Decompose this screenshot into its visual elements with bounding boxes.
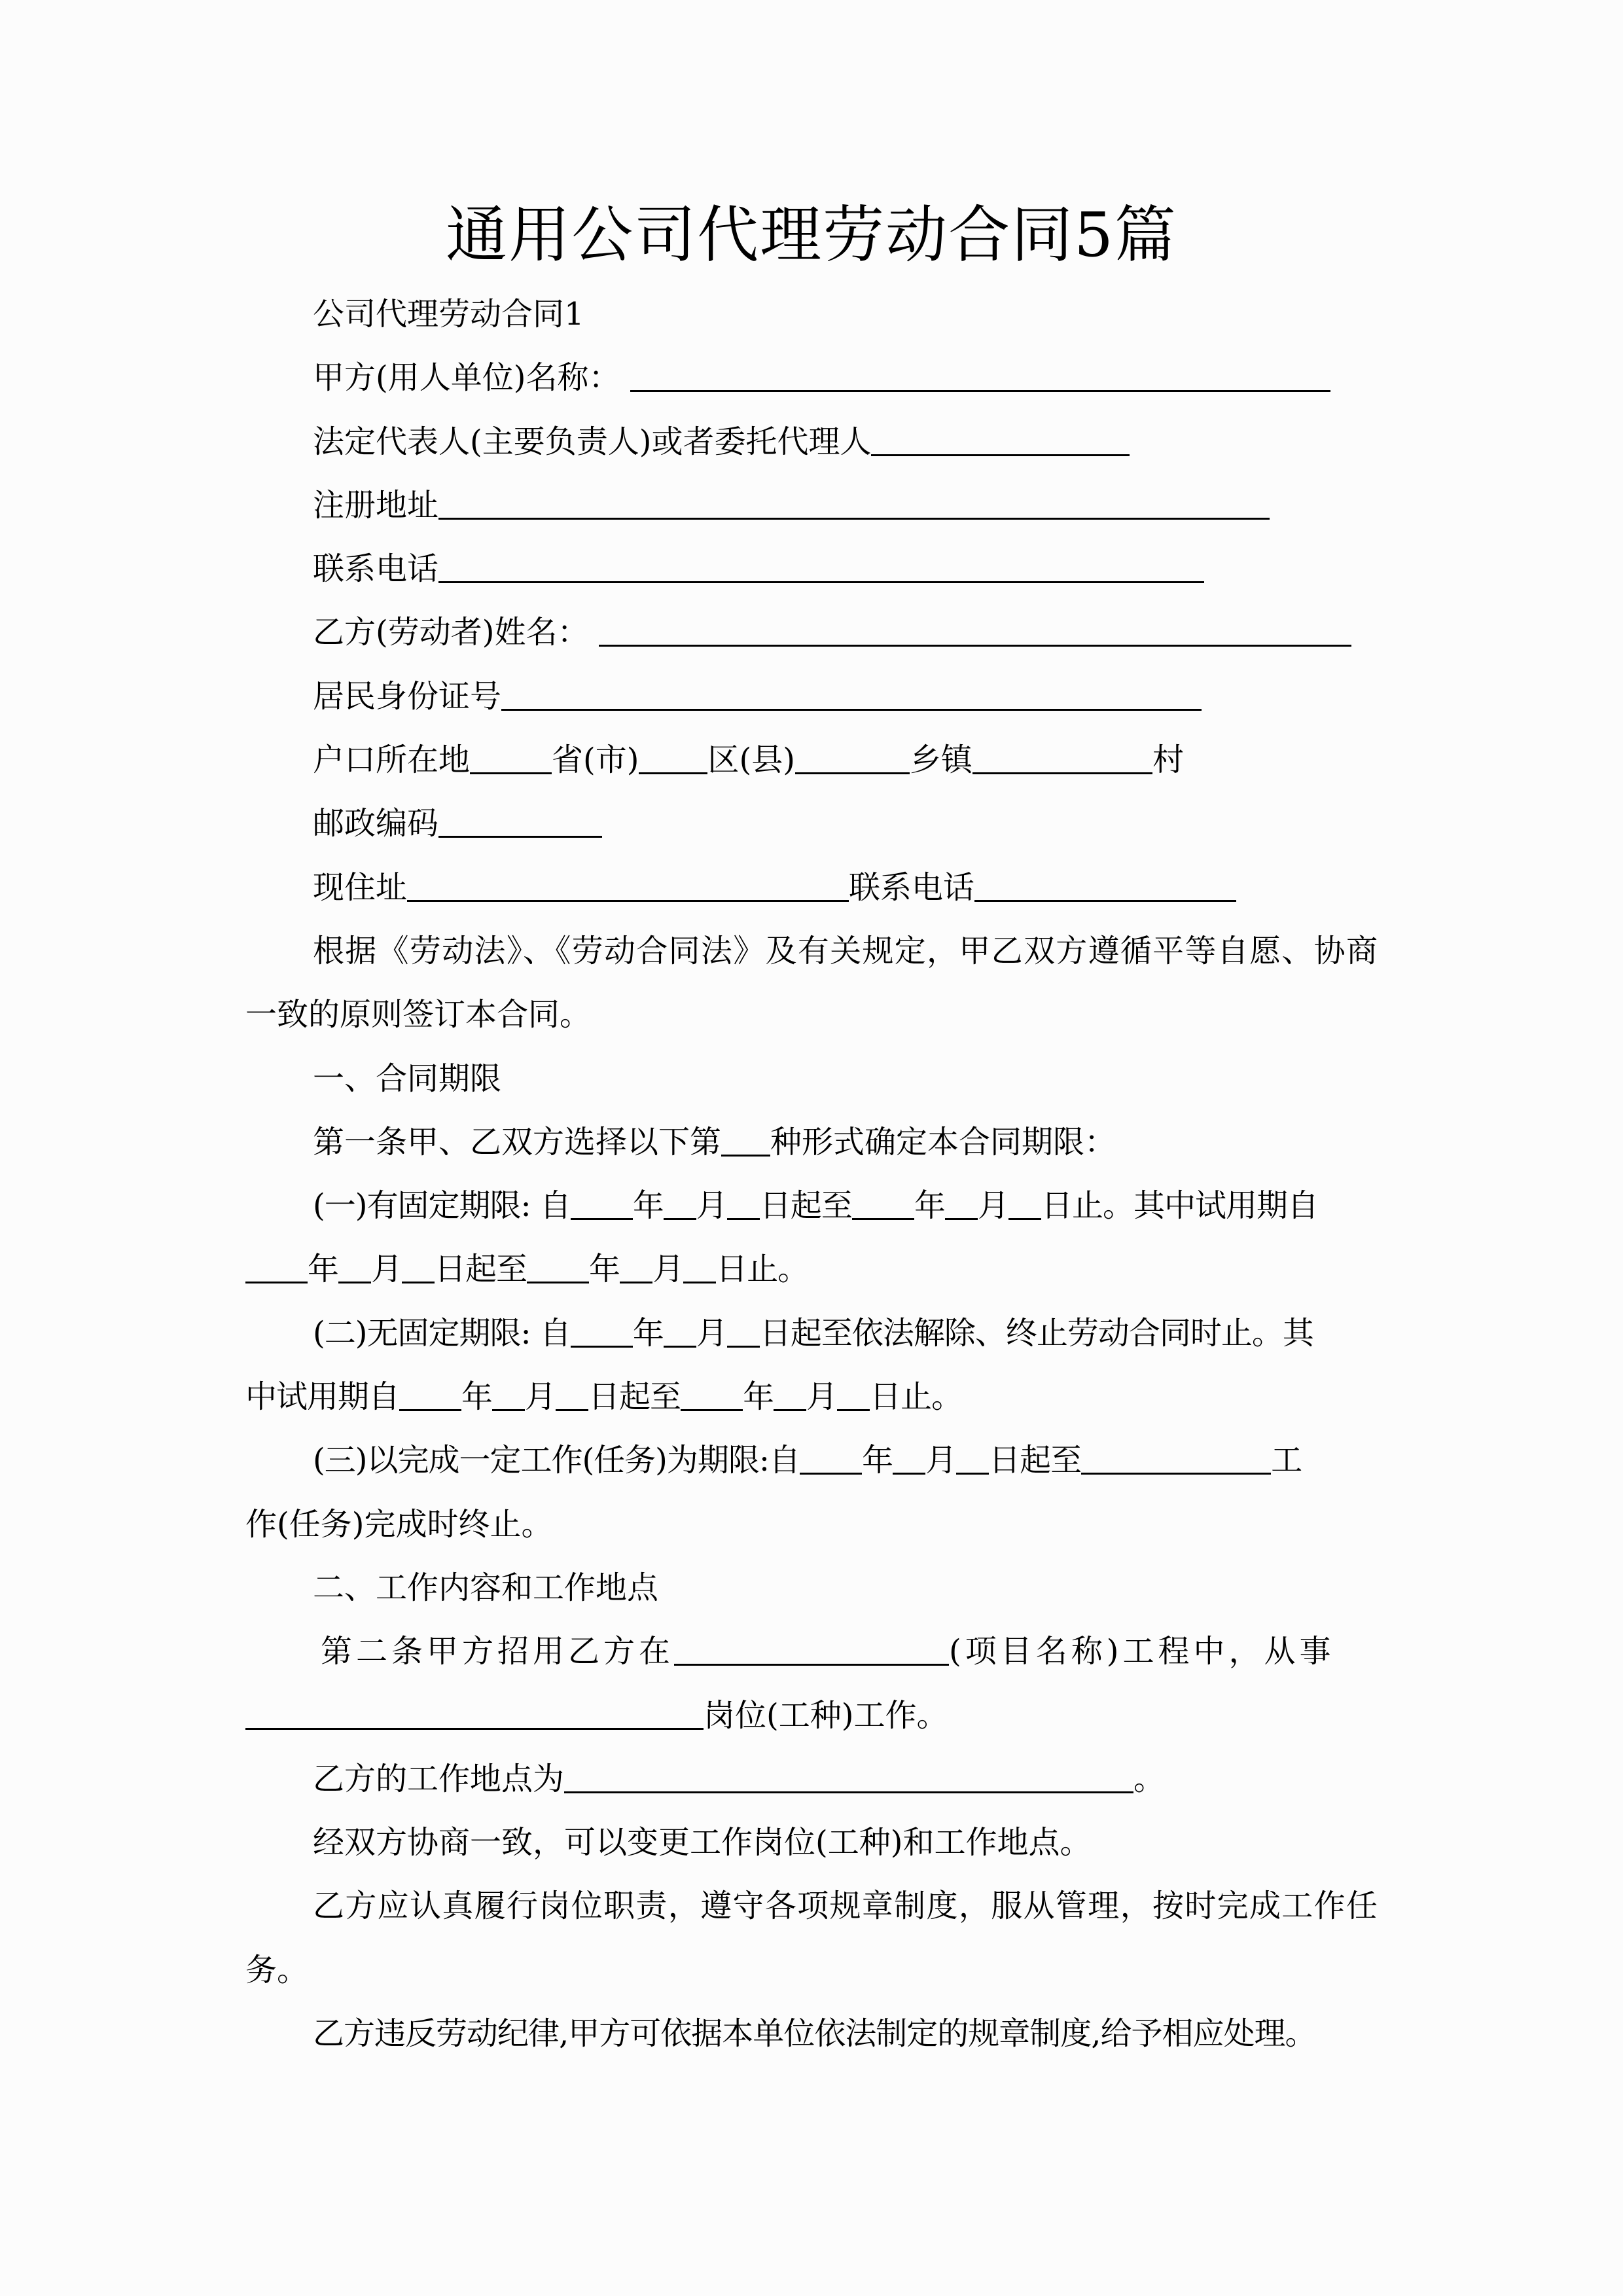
- province-blank[interactable]: [470, 745, 552, 774]
- day-from-label: 日起至: [435, 1251, 527, 1288]
- open-trial-end-day-blank[interactable]: [837, 1382, 870, 1411]
- document-body: [245, 283, 1378, 2066]
- open-trial-start-month-blank[interactable]: [492, 1382, 525, 1411]
- open-trial-end-year-blank[interactable]: [681, 1382, 743, 1411]
- party-b-name-row: [245, 601, 1378, 664]
- town-label: 乡镇: [909, 742, 972, 779]
- open-term-line-1: [245, 1302, 1378, 1365]
- year-label: 年: [632, 1314, 664, 1352]
- fixed-term-line-1: [245, 1174, 1378, 1238]
- position-blank[interactable]: [245, 1700, 704, 1730]
- open-start-year-blank[interactable]: [571, 1318, 633, 1348]
- fixed-end-month-blank[interactable]: [945, 1191, 978, 1220]
- workplace-end: 。: [1133, 1760, 1166, 1797]
- party-b-id-label: 居民身份证号: [313, 677, 502, 715]
- article-2-line-1: [245, 1620, 1378, 1683]
- task-term-end: 工: [1271, 1442, 1302, 1479]
- party-b-id-blank[interactable]: [501, 681, 1202, 711]
- task-term-line-2: 作(任务)完成时终止。: [245, 1505, 553, 1543]
- article-2-text-c: 岗位(工种)工作。: [704, 1696, 948, 1734]
- year-label: 年: [743, 1378, 774, 1416]
- task-start-day-blank[interactable]: [956, 1445, 989, 1475]
- month-label: 月: [696, 1314, 727, 1352]
- party-b-postcode-row: [245, 792, 1378, 855]
- party-a-rep-row: [245, 410, 1378, 474]
- discipline-clause: 乙方违反劳动纪律,甲方可依据本单位依法制定的规章制度,给予相应处理。: [313, 2015, 1316, 2053]
- preamble-line-1: 根据《劳动法》、《劳动合同法》及有关规定，甲乙双方遵循平等自愿、协商: [313, 932, 1378, 969]
- hukou-label: 户口所在地: [313, 742, 471, 779]
- task-start-month-blank[interactable]: [893, 1445, 925, 1475]
- day-from-label: 日起至: [588, 1378, 681, 1416]
- task-completion-blank[interactable]: [1081, 1445, 1271, 1475]
- contract-subtitle: 公司代理劳动合同1: [313, 296, 584, 332]
- party-b-current-address-row: [245, 856, 1378, 920]
- term-type-blank[interactable]: [721, 1127, 770, 1157]
- fixed-end-year-blank[interactable]: [852, 1191, 914, 1220]
- party-a-name-label: 甲方(用人单位)名称：: [313, 359, 620, 397]
- party-b-phone-label: 联系电话: [849, 869, 975, 906]
- year-label: 年: [461, 1378, 493, 1416]
- workplace-blank[interactable]: [564, 1764, 1133, 1793]
- trial-start-month-blank[interactable]: [338, 1254, 371, 1283]
- month-label: 月: [371, 1251, 402, 1288]
- preamble-line-2: 一致的原则签订本合同。: [245, 996, 592, 1033]
- task-term-prefix: (三)以完成一定工作(任务)为期限:自: [313, 1442, 800, 1479]
- workplace-row: [245, 1748, 1378, 1811]
- district-blank[interactable]: [639, 745, 707, 774]
- fixed-term-line-2: [245, 1238, 1378, 1301]
- fixed-start-year-blank[interactable]: [571, 1191, 633, 1220]
- day-end-label: 日止。: [1041, 1187, 1133, 1225]
- change-clause: 经双方协商一致，可以变更工作岗位(工种)和工作地点。: [313, 1824, 1092, 1861]
- fixed-start-month-blank[interactable]: [664, 1191, 696, 1220]
- open-term-prefix: (二)无固定期限: 自: [313, 1314, 571, 1352]
- party-b-phone-blank[interactable]: [974, 872, 1236, 902]
- task-start-year-blank[interactable]: [800, 1445, 862, 1475]
- party-a-phone-label: 联系电话: [313, 550, 439, 588]
- party-a-address-row: [245, 474, 1378, 537]
- day-from-label: 日起至: [989, 1442, 1082, 1479]
- trial-start-year-blank[interactable]: [245, 1254, 308, 1283]
- district-label: 区(县): [707, 742, 795, 779]
- current-address-blank[interactable]: [407, 872, 849, 902]
- party-a-address-blank[interactable]: [438, 490, 1270, 520]
- month-label: 月: [806, 1378, 838, 1416]
- trial-end-year-blank[interactable]: [527, 1254, 589, 1283]
- trial-label: 其中试用期自: [1133, 1187, 1318, 1225]
- year-label: 年: [308, 1251, 339, 1288]
- workplace-label: 乙方的工作地点为: [313, 1760, 565, 1797]
- party-b-hukou-row: [245, 728, 1378, 792]
- party-a-address-label: 注册地址: [313, 486, 439, 524]
- open-trial-label: 中试用期自: [245, 1378, 400, 1416]
- section-2-heading: 二、工作内容和工作地点: [313, 1569, 659, 1606]
- open-trial-end-month-blank[interactable]: [774, 1382, 806, 1411]
- month-label: 月: [977, 1187, 1008, 1225]
- open-term-line-2: [245, 1365, 1378, 1429]
- party-a-name-blank[interactable]: [630, 363, 1330, 392]
- article-2-line-2: [245, 1684, 1378, 1748]
- document-title: 通用公司代理劳动合同5篇: [446, 200, 1177, 271]
- village-blank[interactable]: [972, 745, 1152, 774]
- month-label: 月: [925, 1442, 957, 1479]
- year-label: 年: [862, 1442, 893, 1479]
- year-label: 年: [632, 1187, 664, 1225]
- year-label: 年: [589, 1251, 620, 1288]
- party-a-phone-blank[interactable]: [438, 554, 1204, 583]
- party-a-name-row: [245, 346, 1378, 410]
- party-a-rep-blank[interactable]: [871, 427, 1130, 456]
- article-2-text-a: 第二条甲方招用乙方在: [321, 1633, 675, 1670]
- town-blank[interactable]: [795, 745, 910, 774]
- project-name-blank[interactable]: [674, 1636, 949, 1666]
- current-address-label: 现住址: [313, 869, 408, 906]
- month-label: 月: [652, 1251, 684, 1288]
- day-from-label: 日起至: [759, 1187, 852, 1225]
- postcode-label: 邮政编码: [313, 805, 439, 842]
- party-b-id-row: [245, 665, 1378, 728]
- article-1-text-b: 种形式确定本合同期限：: [770, 1123, 1116, 1160]
- fixed-end-day-blank[interactable]: [1008, 1191, 1041, 1220]
- fixed-term-prefix: (一)有固定期限: 自: [313, 1187, 571, 1225]
- party-b-name-label: 乙方(劳动者)姓名：: [313, 614, 589, 651]
- duty-clause-line-1: 乙方应认真履行岗位职责，遵守各项规章制度，服从管理，按时完成工作任: [313, 1888, 1378, 1925]
- party-b-name-blank[interactable]: [599, 617, 1351, 647]
- open-term-text: 日起至依法解除、终止劳动合同时止。其: [759, 1314, 1313, 1352]
- party-a-phone-row: [245, 537, 1378, 601]
- party-a-rep-label: 法定代表人(主要负责人)或者委托代理人: [313, 423, 872, 460]
- fixed-start-day-blank[interactable]: [727, 1191, 760, 1220]
- trial-end-month-blank[interactable]: [620, 1254, 652, 1283]
- month-label: 月: [525, 1378, 556, 1416]
- task-term-line-1: [245, 1429, 1378, 1492]
- year-label: 年: [914, 1187, 945, 1225]
- day-end-label: 日止。: [870, 1378, 963, 1416]
- open-start-day-blank[interactable]: [727, 1318, 760, 1348]
- article-1-row: [245, 1111, 1378, 1174]
- trial-end-day-blank[interactable]: [683, 1254, 716, 1283]
- trial-start-day-blank[interactable]: [402, 1254, 435, 1283]
- postcode-blank[interactable]: [438, 808, 602, 838]
- province-label: 省(市): [552, 742, 639, 779]
- article-2-text-b: (项目名称)工程中，从事: [949, 1633, 1335, 1670]
- section-1-heading: 一、合同期限: [313, 1060, 502, 1097]
- duty-clause-line-2: 务。: [245, 1951, 309, 1988]
- day-end-label: 日止。: [716, 1251, 809, 1288]
- open-start-month-blank[interactable]: [664, 1318, 696, 1348]
- open-trial-start-year-blank[interactable]: [399, 1382, 461, 1411]
- open-trial-start-day-blank[interactable]: [556, 1382, 588, 1411]
- village-label: 村: [1152, 742, 1184, 779]
- article-1-text-a: 第一条甲、乙双方选择以下第: [313, 1123, 722, 1160]
- month-label: 月: [696, 1187, 727, 1225]
